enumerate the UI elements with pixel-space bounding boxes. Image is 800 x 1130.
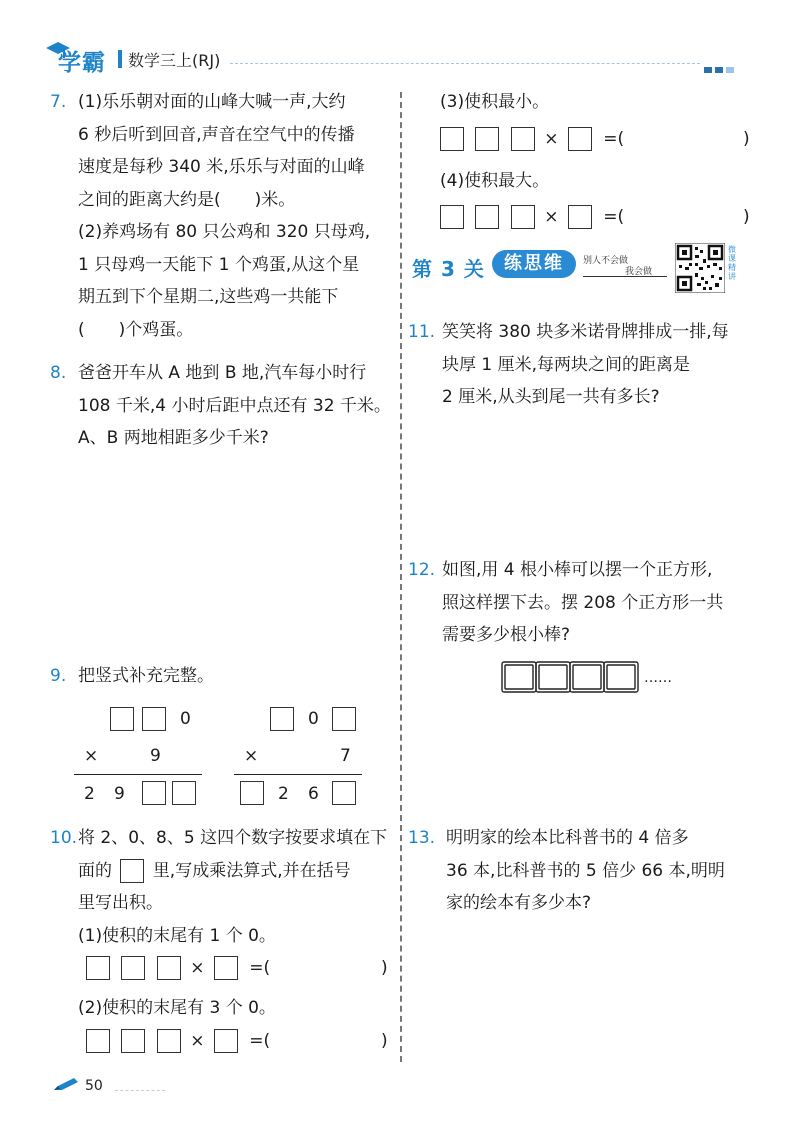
answer-box[interactable] — [332, 781, 356, 805]
q8-line: A、B 两地相距多少千米? — [78, 428, 269, 448]
q12-line: 需要多少根小棒? — [442, 625, 571, 645]
vertical-multiplication-2 — [230, 700, 370, 810]
q10-answer-row-4 — [440, 197, 750, 243]
question-13 — [408, 822, 725, 920]
question-number: 12. — [408, 560, 436, 580]
q7-line: ( )个鸡蛋。 — [78, 319, 194, 340]
stage-slogan-2: 我会做 — [625, 267, 653, 277]
page-header — [0, 0, 800, 80]
question-7 — [50, 86, 371, 346]
q11-line: 块厚 1 厘米,每两块之间的距离是 — [442, 354, 691, 375]
answer-box[interactable] — [511, 205, 535, 229]
stage-slogan-1: 别人不会做 — [583, 256, 629, 266]
question-number: 9. — [50, 666, 67, 686]
q10-answer-row-3 — [440, 119, 750, 165]
times-sign: × — [190, 958, 205, 978]
q7-line: 期五到下个星期二,这些鸡一共能下 — [78, 287, 339, 307]
paren-close: ) — [742, 128, 750, 149]
question-8 — [50, 357, 391, 455]
q10-line: 里写出积。 — [78, 893, 163, 913]
q11-line: 笑笑将 380 块多米诺骨牌排成一排,每 — [442, 322, 729, 342]
answer-box[interactable] — [86, 956, 110, 980]
q8-line: 爸爸开车从 A 地到 B 地,汽车每小时行 — [78, 363, 367, 383]
digit: 9 — [150, 746, 161, 766]
book-title: 数学三上(RJ) — [128, 51, 221, 70]
qr-code-icon[interactable] — [675, 243, 725, 293]
digit: 2 — [278, 784, 289, 804]
q10-answer-row-1 — [86, 952, 388, 992]
question-9 — [50, 660, 214, 693]
sample-box — [120, 859, 144, 883]
q9-prompt: 把竖式补充完整。 — [78, 666, 214, 686]
paren-close: ) — [742, 207, 750, 227]
paren-close: ) — [380, 1030, 388, 1051]
answer-box[interactable] — [121, 956, 145, 980]
question-number: 7. — [50, 92, 67, 112]
answer-box[interactable] — [142, 781, 166, 805]
q10-text: 里,写成乘法算式,并在括号 — [152, 860, 351, 881]
stage-title: 第 3 关 — [412, 257, 485, 281]
question-number: 10. — [50, 828, 78, 848]
equation-bar — [234, 774, 362, 775]
q10-sub-1: (1)使积的末尾有 1 个 0。 — [78, 925, 276, 946]
answer-box[interactable] — [332, 707, 356, 731]
equals-open: =( — [603, 207, 625, 227]
ellipsis: …… — [644, 670, 672, 686]
brand-name: 学霸 — [58, 50, 106, 76]
equals-open: =( — [249, 1030, 271, 1051]
q10-sub-2: (2)使积的末尾有 3 个 0。 — [78, 998, 276, 1018]
column-divider — [400, 92, 402, 1062]
footer-rule — [115, 1090, 165, 1091]
question-number: 8. — [50, 363, 67, 383]
answer-box[interactable] — [172, 781, 196, 805]
header-marks — [704, 58, 737, 77]
stage-pill: 练思维 — [492, 250, 576, 278]
answer-box[interactable] — [475, 205, 499, 229]
header-separator — [118, 50, 122, 68]
answer-box[interactable] — [157, 956, 181, 980]
answer-box[interactable] — [270, 707, 294, 731]
equation-bar — [74, 774, 202, 775]
digit: 0 — [180, 709, 191, 729]
question-number: 11. — [408, 322, 436, 342]
q8-line: 108 千米,4 小时后距中点还有 32 千米。 — [78, 395, 391, 416]
q10-sub-4: (4)使积最大。 — [440, 170, 550, 191]
answer-box[interactable] — [121, 1029, 145, 1053]
answer-box[interactable] — [568, 127, 592, 151]
equals-open: =( — [603, 128, 625, 149]
digit: 9 — [114, 784, 125, 804]
q13-line: 家的绘本有多少本? — [446, 893, 592, 913]
answer-box[interactable] — [214, 1029, 238, 1053]
answer-box[interactable] — [440, 127, 464, 151]
answer-box[interactable] — [240, 781, 264, 805]
answer-box[interactable] — [511, 127, 535, 151]
q7-line: 6 秒后听到回音,声音在空气中的传播 — [78, 124, 355, 145]
digit: 2 — [84, 784, 95, 804]
q10-line: 将 2、0、8、5 这四个数字按要求填在下 — [78, 828, 388, 848]
digit: 0 — [308, 709, 319, 729]
q10-answer-row-2 — [86, 1025, 388, 1065]
qr-side-label: 微课精讲 — [728, 245, 736, 281]
question-10-continued — [440, 86, 750, 243]
times-sign: × — [190, 1030, 205, 1051]
answer-box[interactable] — [214, 956, 238, 980]
times-sign: × — [544, 128, 559, 149]
q7-line: (2)养鸡场有 80 只公鸡和 320 只母鸡, — [78, 222, 371, 242]
answer-box[interactable] — [142, 707, 166, 731]
paren-close: ) — [380, 958, 388, 978]
q10-line-2 — [78, 855, 388, 888]
answer-box[interactable] — [440, 205, 464, 229]
question-10 — [50, 822, 388, 1065]
answer-box[interactable] — [157, 1029, 181, 1053]
answer-box[interactable] — [86, 1029, 110, 1053]
page-number: 50 — [85, 1078, 103, 1094]
slogan-underline — [583, 276, 667, 277]
q12-line: 如图,用 4 根小棒可以摆一个正方形, — [442, 560, 713, 580]
q13-line: 36 本,比科普书的 5 倍少 66 本,明明 — [446, 860, 725, 881]
times-sign: × — [244, 746, 259, 766]
q12-line: 照这样摆下去。摆 208 个正方形一共 — [442, 592, 724, 613]
answer-box[interactable] — [110, 707, 134, 731]
equals-open: =( — [249, 958, 271, 978]
q11-line: 2 厘米,从头到尾一共有多长? — [442, 387, 660, 407]
answer-box[interactable] — [475, 127, 499, 151]
q7-line: 速度是每秒 340 米,乐乐与对面的山峰 — [78, 157, 365, 177]
q13-line: 明明家的绘本比科普书的 4 倍多 — [446, 828, 689, 848]
vertical-multiplication-1 — [70, 700, 210, 810]
question-11 — [408, 316, 729, 414]
times-sign: × — [544, 207, 559, 227]
answer-box[interactable] — [568, 205, 592, 229]
times-sign: × — [84, 746, 99, 766]
question-12 — [408, 554, 724, 652]
q10-sub-3: (3)使积最小。 — [440, 92, 550, 112]
digit: 6 — [308, 784, 319, 804]
sticks-figure — [500, 660, 660, 696]
q10-text: 面的 — [78, 860, 112, 881]
question-number: 13. — [408, 828, 436, 848]
header-rule — [230, 63, 700, 64]
digit: 7 — [340, 746, 351, 766]
q7-line: 1 只母鸡一天能下 1 个鸡蛋,从这个星 — [78, 254, 360, 275]
q7-line: (1)乐乐朝对面的山峰大喊一声,大约 — [78, 92, 346, 112]
q7-line: 之间的距离大约是( )米。 — [78, 189, 296, 210]
pencil-icon — [52, 1076, 82, 1092]
